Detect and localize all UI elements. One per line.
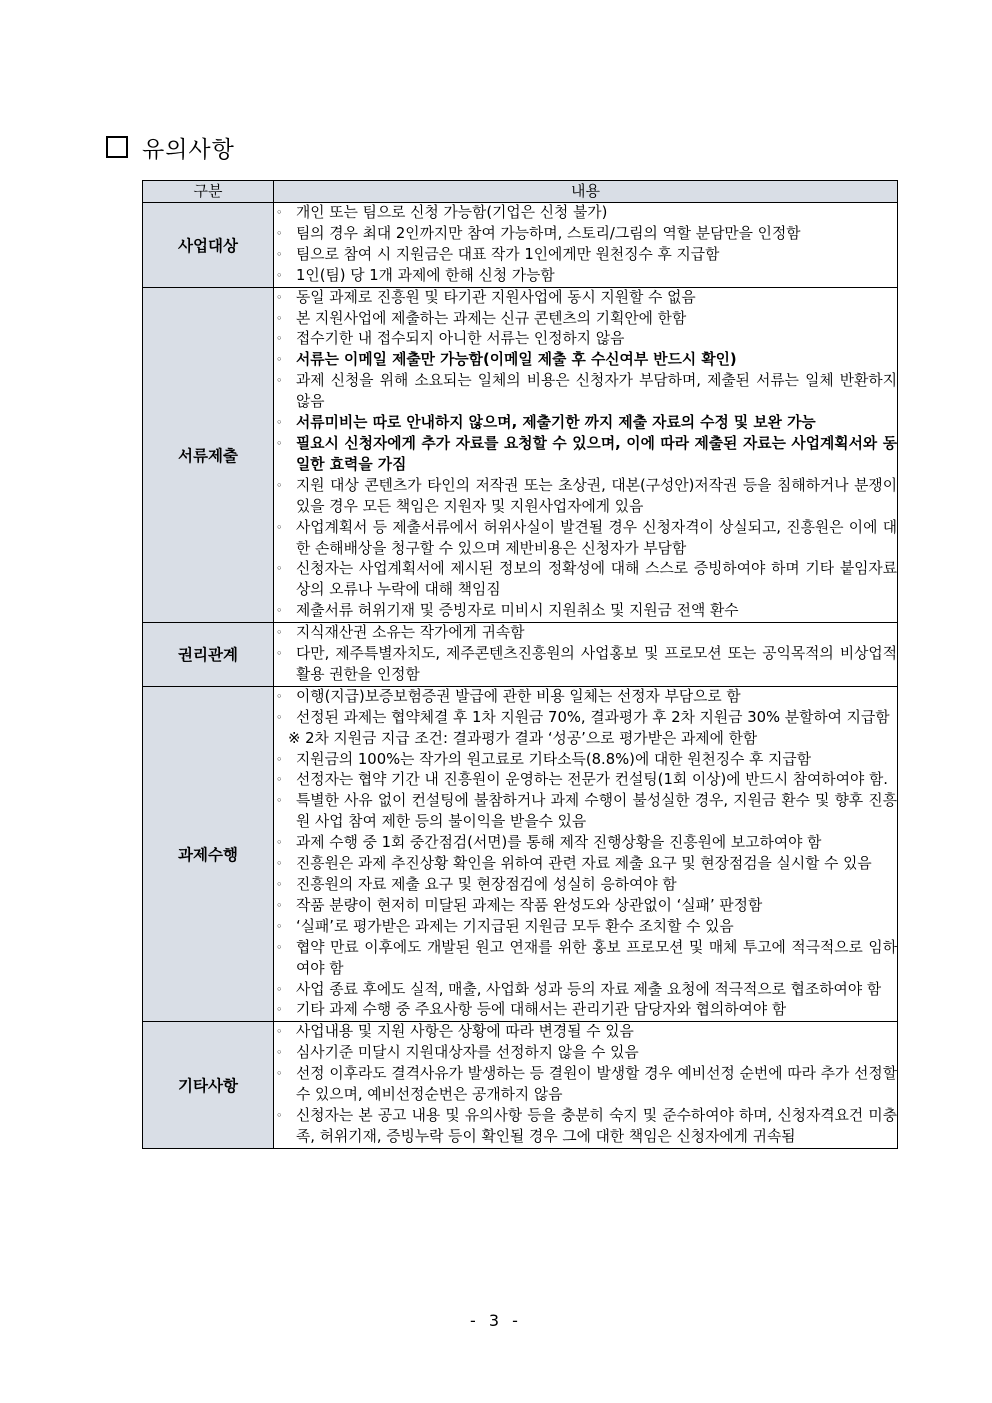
item-text: 기타 과제 수행 중 주요사항 등에 대해서는 관리기관 담당자와 협의하여야 함 [296,1001,787,1019]
list-item [274,518,897,560]
list-item [274,770,897,791]
bullet-icon: ◦ [276,689,283,703]
bullet-icon: ◦ [276,773,283,787]
item-text: 개인 또는 팀으로 신청 가능함(기업은 신청 불가) [296,204,608,221]
list-item [274,350,897,371]
list-item [274,938,897,980]
item-text: 과제 수행 중 1회 중간점검(서면)를 통해 제작 진행상황을 진흥원에 보고하여야 함 [296,834,822,852]
list-item [274,601,897,622]
list-item [274,875,897,896]
bullet-icon: ◦ [276,878,283,891]
list-item [274,371,897,413]
content-cell [274,1022,898,1148]
section-heading [106,131,235,163]
item-text: 특별한 사유 없이 컨설팅에 불참하거나 과제 수행이 불성실한 경우, 지원금 환수 및 향후 진흥원 사업 참여 제한 등의 불이익을 받을수 있음 [296,792,897,831]
bullet-icon: ◦ [276,520,283,534]
table-row-project-execution [143,686,898,1022]
list-item [274,687,897,708]
table-row-rights [143,623,898,687]
list-item [274,434,897,476]
bullet-icon: ◦ [276,562,283,576]
bullet-icon: ◦ [276,919,283,933]
list-item [274,833,897,854]
bullet-icon: ◦ [276,626,283,640]
item-text: 심사기준 미달시 지원대상자를 선정하지 않을 수 있음 [296,1044,639,1062]
list-item [274,896,897,917]
bullet-icon: ◦ [276,247,283,261]
item-text: 신청자는 본 공고 내용 및 유의사항 등을 충분히 숙지 및 준수하여야 하며, 신청자격요건 미충족, 허위기재, 증빙누락 등이 확인될 경우 그에 대한 책임은 신청자에게 귀속됨 [296,1106,897,1145]
bullet-icon: ◦ [276,940,283,954]
list-item [274,644,897,686]
bullet-icon: ◦ [276,226,283,240]
item-text: 본 지원사업에 제출하는 과제는 신규 콘텐츠의 기획안에 한함 [296,309,687,327]
list-item [274,1000,897,1021]
bullet-icon: ◦ [276,1003,283,1017]
table-row-business-target [143,203,898,288]
bullet-icon: ◦ [276,206,283,219]
list-item [274,288,897,309]
item-text: 협약 만료 이후에도 개발된 원고 연재를 위한 홍보 프로모션 및 매체 투고에 적극적으로 임하여야 함 [296,938,897,977]
list-item [274,559,897,601]
category-cell: 서류제출 [143,287,274,623]
category-cell: 과제수행 [143,686,274,1022]
item-text: 사업계획서 등 제출서류에서 허위사실이 발견될 경우 신청자격이 상실되고, 진흥원은 이에 대한 손해배상을 청구할 수 있으며 제반비용은 신청자가 부담함 [296,518,897,557]
item-text: 작품 분량이 현저히 미달된 과제는 작품 완성도와 상관없이 ‘실패’ 판정함 [296,896,763,914]
item-text: 진흥원은 과제 추진상황 확인을 위하여 관련 자료 제출 요구 및 현장점검을 실시할 수 있음 [296,855,872,873]
category-cell: 사업대상 [143,203,274,288]
list-item [274,245,897,266]
item-text: 필요시 신청자에게 추가 자료를 요청할 수 있으며, 이에 따라 제출된 자료는 사업계획서와 동일한 효력을 가짐 [296,434,897,473]
bullet-icon: ◦ [276,290,283,304]
bullet-icon: ◦ [276,436,283,450]
list-item [274,917,897,938]
bullet-icon: ◦ [276,311,283,325]
content-cell [274,203,898,288]
header-category: 구분 [143,181,274,203]
list-item [274,1106,897,1148]
list-item [274,329,897,350]
content-cell [274,623,898,687]
list-item [274,980,897,1001]
item-text: 지원 대상 콘텐츠가 타인의 저작권 또는 초상권, 대본(구성안)저작권 등을 침해하거나 분쟁이 있을 경우 모든 책임은 지원자 및 지원사업자에게 있음 [296,476,897,515]
section-title: 유의사항 [142,136,235,163]
item-text: 이행(지급)보증보험증권 발급에 관한 비용 일체는 선정자 부담으로 함 [296,687,741,705]
item-text: 사업내용 및 지원 사항은 상황에 따라 변경될 수 있음 [296,1023,634,1041]
list-item [274,413,897,434]
item-text: 신청자는 사업계획서에 제시된 정보의 정확성에 대해 스스로 증빙하여야 하며 기타 붙임자료 상의 오류나 누락에 대해 책임짐 [296,560,897,599]
list-item [274,708,897,729]
item-text: 지식재산권 소유는 작가에게 귀속함 [296,624,525,642]
bullet-icon: ◦ [276,1025,283,1039]
bullet-icon: ◦ [276,710,283,724]
table-row-document-submission [143,287,898,623]
bullet-icon: ◦ [276,1046,283,1060]
bullet-icon: ◦ [276,268,283,282]
page-number: - 3 - [470,1311,522,1330]
item-text: 선정자는 협약 기간 내 진흥원이 운영하는 전문가 컨설팅(1회 이상)에 반드시 참여하여야 함. [296,771,888,789]
bullet-icon: ◦ [276,647,283,661]
bullet-icon: ◦ [276,857,283,871]
item-text: 과제 신청을 위해 소요되는 일체의 비용은 신청자가 부담하며, 제출된 서류는 일체 반환하지 않음 [296,372,897,411]
header-content: 내용 [274,181,898,203]
item-text: 지원금의 100%는 작가의 원고료로 기타소득(8.8%)에 대한 원천징수 후 지급함 [296,750,812,768]
item-text: 서류는 이메일 제출만 가능함(이메일 제출 후 수신여부 반드시 확인) [296,351,737,369]
list-item [274,1043,897,1064]
list-item [274,854,897,875]
content-cell [274,686,898,1022]
item-text: 접수기한 내 접수되지 아니한 서류는 인정하지 않음 [296,330,625,348]
item-text: 팀의 경우 최대 2인까지만 참여 가능하며, 스토리/그림의 역할 분담만을 인정함 [296,224,801,242]
bullet-icon: ◦ [276,898,283,912]
notes-table [142,180,898,1149]
category-cell: 권리관계 [143,623,274,687]
category-cell: 기타사항 [143,1022,274,1148]
bullet-icon: ◦ [276,982,283,996]
item-text: ‘실패’로 평가받은 과제는 기지급된 지원금 모두 환수 조치할 수 있음 [296,917,734,935]
list-item [274,750,897,771]
list-item [274,1022,897,1043]
bullet-icon: ◦ [276,1067,283,1081]
bullet-icon: ◦ [276,478,283,492]
bullet-icon: ◦ [276,1108,283,1122]
item-text: 진흥원의 자료 제출 요구 및 현장점검에 성실히 응하여야 함 [296,876,677,893]
list-item [274,203,897,224]
note-text: ※ 2차 지원금 지급 조건: 결과평가 결과 ‘성공’으로 평가받은 과제에 한함 [288,729,758,747]
item-text: 사업 종료 후에도 실적, 매출, 사업화 성과 등의 자료 제출 요청에 적극적으로 협조하여야 함 [296,980,882,998]
table-header-row [143,181,898,203]
list-item [274,1064,897,1106]
bullet-icon: ◦ [276,794,283,808]
item-text: 제출서류 허위기재 및 증빙자로 미비시 지원취소 및 지원금 전액 환수 [296,602,739,620]
item-text: 팀으로 참여 시 지원금은 대표 작가 1인에게만 원천징수 후 지급함 [296,245,720,263]
bullet-icon: ◦ [276,604,283,618]
list-item [274,266,897,287]
bullet-icon: ◦ [276,332,283,346]
bullet-icon: ◦ [276,416,283,430]
bullet-icon: ◦ [276,752,283,766]
bullet-icon: ◦ [276,374,283,388]
list-item [274,309,897,330]
list-item [274,791,897,833]
list-item [274,224,897,245]
bullet-icon: ◦ [276,836,283,850]
list-item [274,623,897,644]
bullet-icon: ◦ [276,353,283,367]
table-row-other [143,1022,898,1148]
checkbox-square-icon [106,136,128,158]
item-text: 서류미비는 따로 안내하지 않으며, 제출기한 까지 제출 자료의 수정 및 보완 가능 [296,414,816,432]
item-text: 1인(팀) 당 1개 과제에 한해 신청 가능함 [296,266,555,284]
item-text: 선정된 과제는 협약체결 후 1차 지원금 70%, 결과평가 후 2차 지원금 30% 분할하여 지급함 [296,708,890,726]
item-text: 선정 이후라도 결격사유가 발생하는 등 결원이 발생할 경우 예비선정 순번에 따라 추가 선정할 수 있으며, 예비선정순번은 공개하지 않음 [296,1065,897,1104]
content-cell [274,287,898,623]
item-text: 다만, 제주특별자치도, 제주콘텐츠진흥원의 사업홍보 및 프로모션 또는 공익목적의 비상업적 활용 권한을 인정함 [296,645,897,683]
item-text: 동일 과제로 진흥원 및 타기관 지원사업에 동시 지원할 수 없음 [296,288,696,306]
list-item [274,476,897,518]
